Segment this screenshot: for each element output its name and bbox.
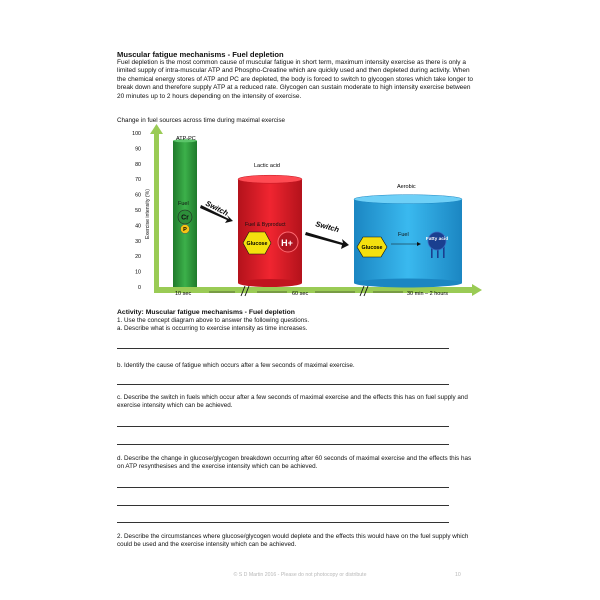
intro-paragraph: Fuel depletion is the most common cause of muscular fatigue in short term, maximum intensity exercise as there is only a limited supply of intra-muscular ATP and Phospho-Creatine which are quickly used and then depleted during activity. When the chemical energy stores of ATP and PC are depleted, the body is forced to switch to glycogen stores which take longer to break down and therefore supply ATP at a reduced rate. Glycogen can sustain moderate to high intensity exercise between 20 minutes up to 2 hours depending on the intensity of exercise. <box>117 59 474 100</box>
y-tick-label: 10 <box>135 269 141 276</box>
time-label-10s: 10 sec <box>175 291 192 297</box>
creatine-label: Cr <box>181 214 189 222</box>
answer-line[interactable] <box>117 487 449 488</box>
answer-line[interactable] <box>117 426 449 427</box>
y-tick-label: 60 <box>135 192 141 199</box>
answer-line[interactable] <box>117 522 449 523</box>
switch-label-2: Switch <box>314 219 341 235</box>
y-tick-label: 20 <box>135 254 141 261</box>
section-title: Muscular fatigue mechanisms - Fuel depletion <box>117 50 284 59</box>
lactic-acid-cylinder <box>238 175 302 287</box>
answer-line[interactable] <box>117 348 449 349</box>
glucose-label: Glucose <box>246 241 268 247</box>
question-b: b. Identify the cause of fatigue which occurs after a few seconds of maximal exercise. <box>117 362 355 369</box>
atp-pc-label: ATP-PC <box>176 136 196 142</box>
lactic-acid-label: Lactic acid <box>254 163 280 169</box>
question-d: d. Describe the change in glucose/glycogen breakdown occurring after 60 seconds of maximal exercise and the effects this has on ATP resynthesises and the exercise intensity which can be achieved. <box>117 455 472 471</box>
hydrogen-ion-label: H+ <box>281 238 293 248</box>
x-axis-arrowhead <box>472 284 482 296</box>
y-tick-label: 90 <box>135 146 141 153</box>
answer-line[interactable] <box>117 505 449 506</box>
answer-line[interactable] <box>117 384 449 385</box>
activity-instruction: 1. Use the concept diagram above to answer the following questions. <box>117 317 310 324</box>
fuel-sources-diagram <box>117 124 487 304</box>
y-tick-label: 80 <box>135 161 141 168</box>
answer-line[interactable] <box>117 444 449 445</box>
time-label-30min: 30 min – 2 hours <box>407 291 448 297</box>
glucose-label: Glucose <box>361 245 383 251</box>
y-tick-label: 30 <box>135 238 141 245</box>
question-a: a. Describe what is occurring to exercise intensity as time increases. <box>117 325 308 332</box>
y-tick-label: 40 <box>135 223 141 230</box>
y-tick-label: 50 <box>135 208 141 214</box>
lactic-fuel-label: Fuel & Byproduct <box>245 222 286 228</box>
phosphate-label: P <box>183 227 187 233</box>
aerobic-label: Aerobic <box>397 184 416 190</box>
y-tick-label: 0 <box>138 285 141 291</box>
question-c: c. Describe the switch in fuels which occur after a few seconds of maximal exercise and the effects this has on fuel supply and exercise intensity which can be achieved. <box>117 394 468 410</box>
y-axis-label: Exercise intensity (%) <box>145 189 151 239</box>
page-number: 10 <box>455 572 461 578</box>
switch-arrow-2 <box>305 232 349 249</box>
atp-pc-fuel-label: Fuel <box>178 201 189 207</box>
y-tick-label: 70 <box>135 177 141 184</box>
question-2: 2. Describe the circumstances where glucose/glycogen would deplete and the effects this would have on the fuel supply which could be used and the exercise intensity which can be achieved. <box>117 533 469 549</box>
fatty-acid-label: Fatty acid <box>425 237 449 242</box>
y-axis <box>154 132 159 292</box>
footer-copyright: © S D Martin 2016 - Please do not photocopy or distribute <box>233 572 367 578</box>
y-tick-label: 100 <box>132 131 141 137</box>
aerobic-fuel-label: Fuel <box>398 232 409 238</box>
y-axis-arrowhead <box>150 124 163 134</box>
diagram-caption: Change in fuel sources across time during maximal exercise <box>117 117 285 124</box>
activity-title: Activity: Muscular fatigue mechanisms - Fuel depletion <box>117 309 295 316</box>
switch-label-1: Switch <box>204 198 230 218</box>
time-label-60s: 60 sec <box>292 291 309 297</box>
